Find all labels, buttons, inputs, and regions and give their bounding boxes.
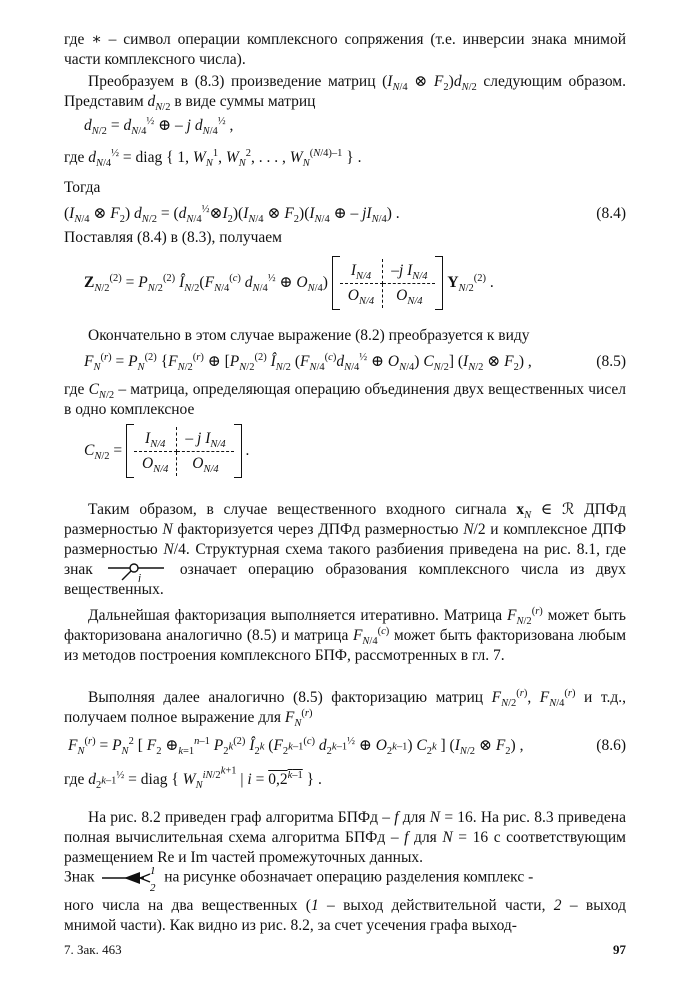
paragraph-split-explain: ного числа на два вещественных (1 – выход действительной части, 2 – выход мнимой части). Как видно из рис. 8.2, за счет усечения графа выход- [64, 897, 626, 934]
equation-sum: $d_{N/2} = d_{N/4}^{\frac{1}{2}}$ ⊕ – j $d_{N/4}^{\frac{1}{2}}$ , [84, 115, 234, 138]
matrix-c-cell: $I_{N/4}$ [134, 427, 177, 452]
znak-label: Знак [64, 868, 95, 886]
equation-8-6: $F_N^{(r)} = P_N^2$ [ $F_2$ $\oplus_{k=1}^{n-1}$ $P_{2^k}^{(2)}$ $Î_{2^k}$ ($F_{2^{k-1}}^{(c)}$ $d_{2^{k-1}}^{\frac{1}{2}}$ ⊕ $O_{2^{k-1}}$) $C_{2^k}$ ] ($I_{N/2}$ ⊗ $F_2$) , [68, 735, 524, 758]
matrix-z-cell: $I_{N/4}$ [340, 259, 383, 284]
matrix-z-cell: $O_{N/4}$ [340, 284, 383, 308]
paragraph-summary: Таким образом, в случае вещественного входного сигнала $x_N$ ∈ ℛ ДПФд размерностью N факторизуется через ДПФд размерностью N/2 и комплексное ДПФ размерностью N/4. Структурная схема такого разбиения приведена на рис. 8.1, где знак j означает операцию образования комплексного числа из двух вещественных. [64, 501, 627, 599]
paragraph-full-expression: Выполняя далее аналогично (8.5) факторизацию матриц $F_{N/2}^{(r)}$, $F_{N/4}^{(r)}$ и т.д., получаем полное выражение для $F_N^{(r)}$ [64, 687, 626, 730]
complex-split-icon [98, 866, 160, 890]
equation-number-8-6: (8.6) [596, 737, 626, 754]
word-togda: Тогда [64, 179, 101, 196]
equation-number-8-5: (8.5) [596, 353, 626, 370]
paragraph-iterative: Дальнейшая факторизация выполняется итеративно. Матрица $F_{N/2}^{(r)}$ может быть факторизована аналогично (8.5) и матрица $F_{N/4}^{(c)}$ может быть факторизована любым из методов построения комплексного БПФ, рассмотренных в гл. 7. [64, 605, 627, 664]
paragraph-split-sign [64, 866, 626, 890]
matrix-c [134, 427, 234, 476]
footer-printing-mark: 7. Зак. 463 [64, 942, 122, 957]
sign2-label-1: 1 [150, 866, 156, 877]
matrix-z [340, 259, 436, 308]
paragraph-final: Окончательно в этом случае выражение (8.2) преобразуется к виду [88, 327, 530, 344]
sign2-label-2: 2 [150, 882, 156, 892]
complex-combine-icon [104, 560, 168, 583]
matrix-c-cell: $O_{N/4}$ [192, 454, 219, 475]
matrix-c-cell: – j $I_{N/4}$ [177, 427, 233, 452]
paragraph-transform: Преобразуем в (8.3) произведение матриц ($I_{N/4}$ ⊗ $F_2)d_{N/2}$ следующим образом. Представим $d_{N/2}$ в виде суммы матриц [64, 73, 626, 114]
equation-diag-2: где $d_{2^{k-1}}^{\frac{1}{2}}$ = diag { $W_N^{iN/2^{k+1}}$ | $i = 0,2^{k-1}$ } . [64, 765, 322, 792]
equation-8-5: $F_N^{(r)} = P_N^{(2)}$ {$F_{N/2}^{(r)}$ ⊕ [$P_{N/2}^{(2)}$ $Î_{N/2}$ ($F_{N/4}^{(c)}d_{N/4}^{\frac{1}{2}}$ ⊕ $O_{N/4}$) $C_{N/2}$] ($I_{N/2}$ ⊗ $F_2$) , [84, 351, 532, 374]
matrix-z-cell: –j $I_{N/4}$ [383, 259, 435, 284]
equation-diag-1: где $d_{N/4}^{\frac{1}{2}}$ = diag { 1, $W_N^1$, $W_N^2$, . . . , $W_N^{(N/4)-1}$ } . [64, 147, 362, 170]
sign1-label: j [138, 572, 142, 583]
paragraph-c-matrix: где $C_{N/2}$ – матрица, определяющая операцию объединения двух вещественных чисел в одно комплексное [64, 381, 626, 418]
page-number: 97 [613, 942, 626, 957]
equation-number-8-4: (8.4) [596, 205, 626, 222]
equation-c: $C_{N/2}$ = $I_{N/4}$ – j $I_{N/4}$ $O_{N/4}$ $O_{N/4}$ . [84, 424, 249, 478]
paragraph-conjugation: где ∗ – символ операции комплексного сопряжения (т.е. инверсии знака мнимой части комплексного числа). [64, 31, 626, 68]
split-sign-text: на рисунке обозначает операцию разделения комплекс - [164, 868, 534, 886]
paragraph-figures: На рис. 8.2 приведен граф алгоритма БПФд – f для N = 16. На рис. 8.3 приведена полная вычислительная схема алгоритма БПФд – f для N = 16 с соответствующим размещением Re и Im частей промежуточных данных. [64, 809, 626, 866]
paragraph-substitute: Поставляя (8.4) в (8.3), получаем [64, 229, 282, 246]
matrix-c-cell: $O_{N/4}$ [134, 452, 177, 476]
equation-8-4: ($I_{N/4}$ ⊗ $F_2$) $d_{N/2}$ = $(d_{N/4}^{\frac{1}{2}}\otimes I_2)(I_{N/4}$ ⊗ $F_2)(I_{N/4}$ ⊕ – $jI_{N/4}$) . [64, 203, 400, 226]
matrix-z-cell: $O_{N/4}$ [396, 286, 423, 307]
equation-z: $Z_{N/2}^{(2)} = P_{N/2}^{(2)}$ $Î_{N/2}(F_{N/4}^{(c)}$ $d_{N/4}^{\frac{1}{2}}$ ⊕ $O_{N/4}$) $I_{N/4}$ –j $I_{N/4}$ $O_{N/4}$ $O_{N/4}$ $Y_{N/2}^{(2)}$ . [84, 256, 494, 310]
